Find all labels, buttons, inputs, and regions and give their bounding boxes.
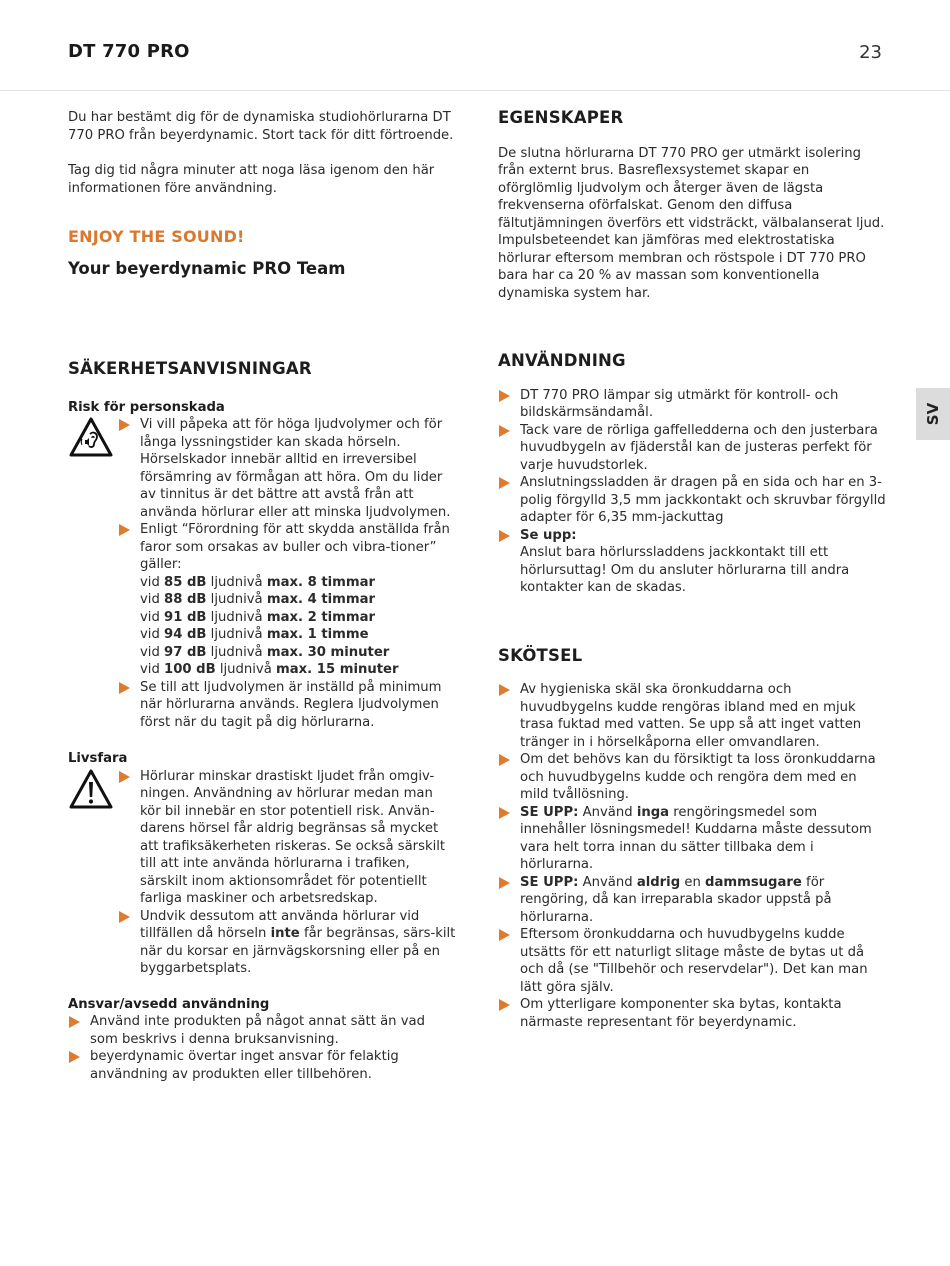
features-text: De slutna hörlurarna DT 770 PRO ger utmärkt isolering från externt brus. Basreflexsystemet skapar en oförglömlig ljudvolym och återger även de lägsta frekvenserna oförfalskat. Genom den diffusa fältutjämningen överförs ett vidsträckt, välbalanserat ljud. Impulsbeteendet kan jämföras med elektrostatiska hörlurar eftersom membran och röstspole i DT 770 PRO bara har ca 20 % av massan som konventionella dynamiska system har. <box>498 145 885 301</box>
usage-note <box>498 527 886 597</box>
usage-item-2: Tack vare de rörliga gaffelledderna och den justerbara huvudbygeln av fjäderstål kan de justeras perfekt för varje huvudstorlek. <box>498 422 886 475</box>
usage-item-3: Anslutningssladden är dragen på en sida och har en 3-polig förgylld 3,5 mm jackkontakt och skruvbar förgylld adapter för 6,35 mm-jackuttag <box>498 474 886 527</box>
team-signature: Your beyerdynamic PRO Team <box>68 258 346 278</box>
care-item-2: Om det behövs kan du försiktigt ta loss öronkuddarna och huvudbygelns kudde och rengöra dem med en mild tvållösning. <box>498 751 886 804</box>
language-tab-label: SV <box>923 402 942 426</box>
liability-item-1: Använd inte produkten på något annat sätt än vad som beskrivs i denna bruksanvisning. <box>68 1013 456 1048</box>
general-warning-icon <box>68 768 114 978</box>
liability-heading: Ansvar/avsedd användning <box>68 996 270 1012</box>
danger-list <box>118 768 456 978</box>
limit-row: vid 85 dB ljudnivå max. 8 timmar <box>140 574 376 590</box>
intro-paragraph-1: Du har bestämt dig för de dynamiska studiohörlurarna DT 770 PRO från beyerdynamic. Stort tack för ditt förtroende. <box>68 110 454 143</box>
limit-row: vid 100 dB ljudnivå max. 15 minuter <box>140 662 399 677</box>
danger-item-2: Undvik dessutom att använda hörlurar vid tillfällen då hörseln inte får begränsas, särs-kilt när du korsar en järnvägskorsning eller på en byggarbetsplats. <box>118 908 456 978</box>
usage-list <box>498 387 886 597</box>
risk-item-3: Se till att ljudvolymen är inställd på minimum när hörlurarna används. Reglera ljudvolymen först när du tagit på dig hörlurarna. <box>118 679 456 732</box>
language-tab <box>916 388 950 440</box>
care-item-5: Eftersom öronkuddarna och huvudbygelns kudde utsätts för ett naturligt slitage måste de bytas ut då och då (se "Tillbehör och reservdelar"). Det kan man lätt göra själv. <box>498 926 886 996</box>
danger-section <box>68 768 456 978</box>
risk-list <box>118 416 456 731</box>
usage-note-label: Se upp: <box>520 527 577 543</box>
liability-list <box>68 1013 456 1083</box>
slogan: ENJOY THE SOUND! <box>68 227 245 246</box>
care-item-6: Om ytterligare komponenter ska bytas, kontakta närmaste representant för beyerdynamic. <box>498 996 886 1031</box>
left-column <box>68 109 456 1083</box>
limit-row: vid 94 dB ljudnivå max. 1 timme <box>140 627 369 642</box>
liability-item-2: beyerdynamic övertar inget ansvar för felaktig användning av produkten eller tillbehören. <box>68 1048 456 1083</box>
features-heading: EGENSKAPER <box>498 108 624 127</box>
care-item-1: Av hygieniska skäl ska öronkuddarna och huvudbygelns kudde rengöras ibland med en mjuk trasa fuktad med vatten. Se upp så att inget vatten tränger in i hörselkåporna eller omvandlaren. <box>498 681 886 751</box>
care-item-3: SE UPP: Använd inga rengöringsmedel som innehåller lösningsmedel! Kuddarna måste dessutom vara helt torra innan du sätter tillbaka dem i hörlurarna. <box>498 804 886 874</box>
risk-heading: Risk för personskada <box>68 399 225 415</box>
limit-row: vid 97 dB ljudnivå max. 30 minuter <box>140 644 390 660</box>
danger-heading: Livsfara <box>68 751 128 766</box>
care-list <box>498 681 886 1031</box>
intro-paragraph-2: Tag dig tid några minuter att noga läsa igenom den här informationen före användning. <box>68 163 435 196</box>
safety-heading: SÄKERHETSANVISNINGAR <box>68 359 312 378</box>
regulation-text: Enligt “Förordning för att skydda anställda från faror som orsakas av buller och vibra-tioner” gäller: <box>140 522 450 572</box>
risk-item-2 <box>118 521 456 679</box>
limit-row: vid 91 dB ljudnivå max. 2 timmar <box>140 609 376 625</box>
care-heading: SKÖTSEL <box>498 645 583 665</box>
care-item-4: SE UPP: Använd aldrig en dammsugare för rengöring, då kan irreparabla skador uppstå på hörlurarna. <box>498 874 886 927</box>
risk-item-1: Vi vill påpeka att för höga ljudvolymer och för långa lyssningstider kan skada hörseln. Hörselskador innebär alltid en irreversibel försämring av förmågan att höra. Om du lider av tinnitus är det bättre att avstå från att använda hörlurar eller att minska ljudvolymen. <box>118 416 456 521</box>
document-title: DT 770 PRO <box>68 41 190 62</box>
risk-section <box>68 416 456 731</box>
header-divider <box>0 90 950 91</box>
limit-row: vid 88 dB ljudnivå max. 4 timmar <box>140 592 376 607</box>
usage-item-1: DT 770 PRO lämpar sig utmärkt för kontroll- och bildskärmsändamål. <box>498 387 886 422</box>
page-number: 23 <box>859 42 882 63</box>
danger-item-1: Hörlurar minskar drastiskt ljudet från omgiv-ningen. Användning av hörlurar medan man kör bil innebär en stor potentiell risk. Använ-darens hörsel får aldrig begränsas så mycket att trafiksäkerheten riskeras. Se också särskilt till att inte använda hörlurarna i trafiken, särskilt inom aktionsområdet för potentiellt farliga maskiner och arbetsredskap. <box>118 768 456 908</box>
hearing-warning-icon <box>68 416 114 731</box>
right-column <box>498 109 886 1031</box>
usage-note-text: Anslut bara hörlurssladdens jackkontakt till ett hörlursuttag! Om du ansluter hörlurarna till andra kontakter kan de skadas. <box>520 545 850 595</box>
usage-heading: ANVÄNDNING <box>498 351 626 370</box>
